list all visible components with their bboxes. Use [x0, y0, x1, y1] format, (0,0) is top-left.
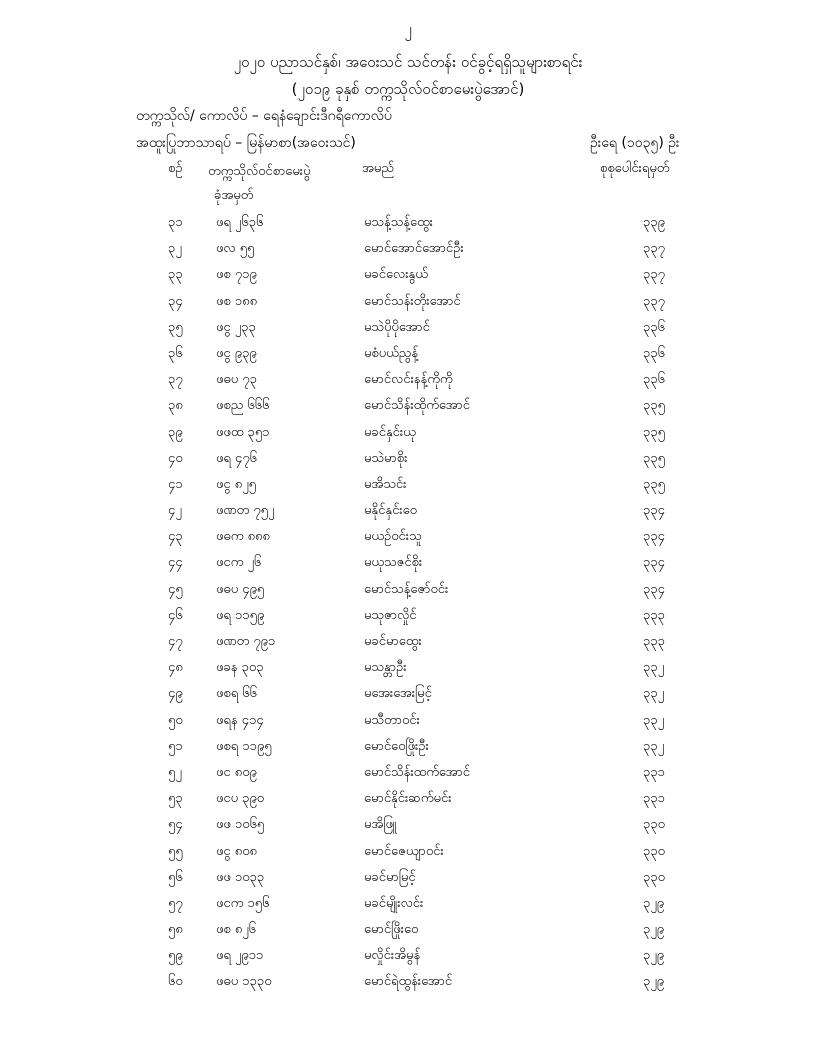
list-item — [0, 790, 816, 816]
roll-number: ဖငွ ၈၀၈ — [216, 843, 257, 859]
seq-number: ၄၉ — [168, 686, 183, 702]
student-name: မလှိုင်းအိမွန် — [364, 948, 421, 964]
roll-number: ဖငက ၁၅၆ — [216, 895, 270, 911]
list-item — [0, 816, 816, 842]
student-name: မယုသဇင်စိုး — [364, 555, 423, 571]
total-marks: ၃၃၇ — [643, 267, 665, 283]
roll-number: ဖရ ၁၁၅၉ — [216, 607, 265, 623]
student-name: မောင်သိန်းထိုက်အောင် — [364, 398, 470, 414]
list-item — [0, 633, 816, 659]
total-marks: ၃၃၂ — [643, 712, 665, 728]
total-marks: ၃၂၉ — [643, 948, 665, 964]
roll-number: ဖရ ၂၆၃၆ — [216, 215, 264, 230]
list-item — [0, 319, 816, 345]
student-name: မအေးအေးမြင့် — [364, 686, 432, 702]
seq-number: ၄၅ — [168, 581, 183, 597]
roll-number: ဖဓပ ၇၃ — [216, 372, 257, 388]
column-header-roll-line2: ခုံအမှတ် — [214, 188, 254, 203]
student-name: မယဉ်ဝင်းသူ — [364, 529, 422, 545]
list-item — [0, 659, 816, 685]
seq-number: ၃၆ — [168, 345, 183, 361]
student-name: မသုဇာလှိုင် — [364, 607, 417, 623]
roll-number: ဖငွ ၉၃၉ — [216, 345, 257, 361]
roll-number: ဖစ ၇၁၉ — [216, 267, 257, 283]
list-item — [0, 869, 816, 895]
seq-number: ၄၈ — [168, 660, 183, 676]
seq-number: ၅၅ — [168, 843, 183, 859]
seq-number: ၃၉ — [168, 424, 183, 440]
roll-number: ဖငပ ၃၉၀ — [216, 791, 265, 807]
roll-number: ဖဓပ ၄၉၅ — [216, 581, 265, 597]
student-name: မောင်ဇေယျာဝင်း — [364, 843, 444, 859]
total-marks: ၃၃၅ — [643, 476, 665, 492]
student-name: မခင်မာထွေး — [364, 634, 422, 649]
student-name: မောင်ဝေဖြိုးဦး — [364, 738, 429, 754]
list-item — [0, 685, 816, 711]
total-marks: ၃၃၄ — [643, 581, 665, 597]
student-name: မသန္တာဦး — [364, 660, 407, 676]
total-marks: ၃၃၃ — [643, 634, 665, 649]
student-name: မခင်မာမြင့် — [364, 869, 416, 885]
seq-number: ၅၃ — [168, 791, 183, 807]
list-item — [0, 502, 816, 528]
list-item — [0, 947, 816, 973]
total-marks: ၃၃၀ — [643, 817, 665, 833]
student-name: မခင်မျိုးလင်း — [364, 895, 424, 911]
roll-number: ဖစည ၆၆၆ — [216, 398, 270, 414]
total-marks: ၃၃၇ — [643, 293, 665, 309]
total-marks: ၃၃၅ — [643, 450, 665, 466]
student-name: မခင်လေးနွယ် — [364, 267, 428, 283]
list-item — [0, 712, 816, 738]
roll-number: ဖငွ ၂၃၃ — [216, 319, 256, 335]
total-marks: ၃၂၉ — [643, 974, 665, 990]
list-item — [0, 528, 816, 554]
student-name: မသန့်သန့်ထွေး — [364, 215, 433, 230]
total-marks: ၃၂၉ — [643, 895, 665, 911]
list-item — [0, 476, 816, 502]
student-name: မောင်ဖြိုးဝေ — [364, 922, 419, 938]
student-name: မောင်နိုင်းဆက်မင်း — [364, 791, 452, 807]
seq-number: ၅၂ — [168, 764, 182, 780]
seq-number: ၃၈ — [168, 398, 183, 414]
student-name: မအိသင်း — [364, 476, 407, 492]
seq-number: ၅၇ — [168, 895, 183, 911]
list-item — [0, 214, 816, 240]
roll-number: ဖဖ ၁၀၆၅ — [216, 817, 265, 833]
subject-label: အထူးပြုဘာသာရပ် – မြန်မာစာ(အဝေးသင်) — [136, 135, 356, 151]
roll-number: ဖငက ၂၆ — [216, 555, 262, 571]
student-name: မအိဖြူ — [364, 817, 397, 833]
roll-number: ဖလ ၅၅ — [216, 241, 255, 257]
seq-number: ၃၁ — [168, 215, 183, 230]
list-item — [0, 764, 816, 790]
list-item — [0, 973, 816, 999]
student-name: မသဲမာစိုး — [364, 450, 408, 466]
total-marks: ၃၃၂ — [643, 660, 665, 676]
seq-number: ၅၄ — [168, 817, 183, 833]
list-item — [0, 240, 816, 266]
seq-number: ၃၅ — [168, 319, 183, 335]
column-header-roll-line1: တက္ကသိုလ်ဝင်စာမေးပွဲ — [208, 164, 311, 179]
student-name: မောင်သန့်ဇော်ဝင်း — [364, 581, 449, 597]
total-marks: ၃၂၉ — [643, 922, 665, 938]
total-marks: ၃၃၆ — [643, 345, 665, 361]
student-list — [0, 214, 816, 1000]
roll-number: ဖင ၈၀၉ — [216, 764, 257, 780]
total-marks: ၃၃၄ — [643, 503, 665, 519]
list-item — [0, 266, 816, 292]
seq-number: ၄၂ — [168, 503, 182, 519]
student-name: မောင်သန်းတိုးအောင် — [364, 293, 461, 309]
roll-number: ဖရ ၂၉၁၁ — [216, 948, 264, 964]
seq-number: ၅၆ — [168, 869, 183, 885]
total-marks: ၃၃၇ — [643, 241, 665, 257]
roll-number: ဖစရ ၆၆ — [216, 686, 257, 702]
page-number: ၂ — [404, 20, 412, 38]
roll-number: ဖဓပ ၁၃၃၀ — [216, 974, 272, 990]
seq-number: ၄၃ — [168, 529, 183, 545]
column-header-seq: စဉ် — [168, 161, 183, 176]
roll-number: ဖစ ၁၈၈ — [216, 293, 258, 309]
seq-number: ၃၃ — [168, 267, 183, 283]
roll-number: ဖဏတ ၇၉၁ — [216, 634, 276, 649]
total-marks: ၃၃၅ — [643, 398, 665, 414]
seq-number: ၅၈ — [168, 922, 183, 938]
roll-number: ဖဓက ၈၈၈ — [216, 529, 270, 545]
list-item — [0, 895, 816, 921]
total-marks: ၃၃၄ — [643, 555, 665, 571]
roll-number: ဖရ ၄၇၆ — [216, 450, 257, 466]
student-name: မသီတာဝင်း — [364, 712, 420, 728]
roll-number: ဖဖထ ၃၅၁ — [216, 424, 270, 440]
column-header-name: အမည် — [362, 161, 394, 176]
list-item — [0, 371, 816, 397]
column-header-roll — [208, 160, 311, 208]
list-item — [0, 293, 816, 319]
document-title: ၂၀၂၀ ပညာသင်နှစ်၊ အဝေးသင် သင်တန်း ဝင်ခွင့်ရရှိသူများစာရင်း — [233, 53, 583, 71]
list-item — [0, 607, 816, 633]
student-count: ဦးရေ (၁၀၃၅) ဦး — [590, 135, 680, 151]
seq-number: ၅၁ — [168, 738, 183, 754]
student-name: မသဲပိုပိုအောင် — [364, 319, 430, 335]
list-item — [0, 397, 816, 423]
total-marks: ၃၃၀ — [643, 843, 665, 859]
student-name: မနိုင်နှင်းဝေ — [364, 503, 417, 519]
roll-number: ဖဏတ ၇၅၂ — [216, 503, 275, 519]
student-name: မောင်လင်းနန့်ကိုကို — [364, 372, 453, 388]
seq-number: ၃၂ — [168, 241, 182, 257]
list-item — [0, 450, 816, 476]
student-name: မစံပယ်ညွန့် — [364, 345, 419, 361]
seq-number: ၄၄ — [168, 555, 183, 571]
total-marks: ၃၃၀ — [643, 869, 665, 885]
total-marks: ၃၃၆ — [643, 372, 665, 388]
roll-number: ဖဖ ၁၀၃၃ — [216, 869, 265, 885]
university-label: တက္ကသိုလ်/ ကောလိပ် – ရေနံချောင်းဒီဂရီကောလိပ် — [136, 108, 392, 124]
roll-number: ဖငွ ၈၂၅ — [216, 476, 256, 492]
list-item — [0, 345, 816, 371]
total-marks: ၃၃၃ — [643, 607, 665, 623]
seq-number: ၅၉ — [168, 948, 183, 964]
student-name: မခင်နှင်းယု — [364, 424, 416, 440]
seq-number: ၅၀ — [168, 712, 183, 728]
student-name: မောင်သိန်းထက်အောင် — [364, 764, 470, 780]
total-marks: ၃၃၄ — [643, 529, 665, 545]
seq-number: ၆၀ — [168, 974, 183, 990]
seq-number: ၄၆ — [168, 607, 183, 623]
seq-number: ၃၇ — [168, 372, 183, 388]
list-item — [0, 921, 816, 947]
list-item — [0, 581, 816, 607]
list-item — [0, 738, 816, 764]
list-item — [0, 554, 816, 580]
total-marks: ၃၃၁ — [643, 791, 665, 807]
seq-number: ၃၄ — [168, 293, 183, 309]
student-name: မောင်အောင်အောင်ဦး — [364, 241, 464, 257]
roll-number: ဖရန ၄၁၄ — [216, 712, 264, 728]
total-marks: ၃၃၂ — [643, 686, 665, 702]
roll-number: ဖခန ၃၀၃ — [216, 660, 264, 676]
column-header-marks: စုစုပေါင်းရမှတ် — [600, 161, 670, 176]
seq-number: ၄၇ — [168, 634, 183, 649]
total-marks: ၃၃၉ — [643, 215, 665, 230]
seq-number: ၄၁ — [168, 476, 183, 492]
total-marks: ၃၃၂ — [643, 738, 665, 754]
list-item — [0, 843, 816, 869]
document-subtitle: (၂၀၁၉ ခုနှစ် တက္ကသိုလ်ဝင်စာမေးပွဲအောင်) — [291, 80, 525, 98]
roll-number: ဖစရ ၁၁၉၅ — [216, 738, 272, 754]
student-name: မောင်ရဲထွန်းအောင် — [364, 974, 453, 990]
roll-number: ဖစ ၈၂၆ — [216, 922, 256, 938]
total-marks: ၃၃၅ — [643, 424, 665, 440]
total-marks: ၃၃၁ — [643, 764, 665, 780]
list-item — [0, 424, 816, 450]
total-marks: ၃၃၆ — [643, 319, 665, 335]
seq-number: ၄၀ — [168, 450, 183, 466]
